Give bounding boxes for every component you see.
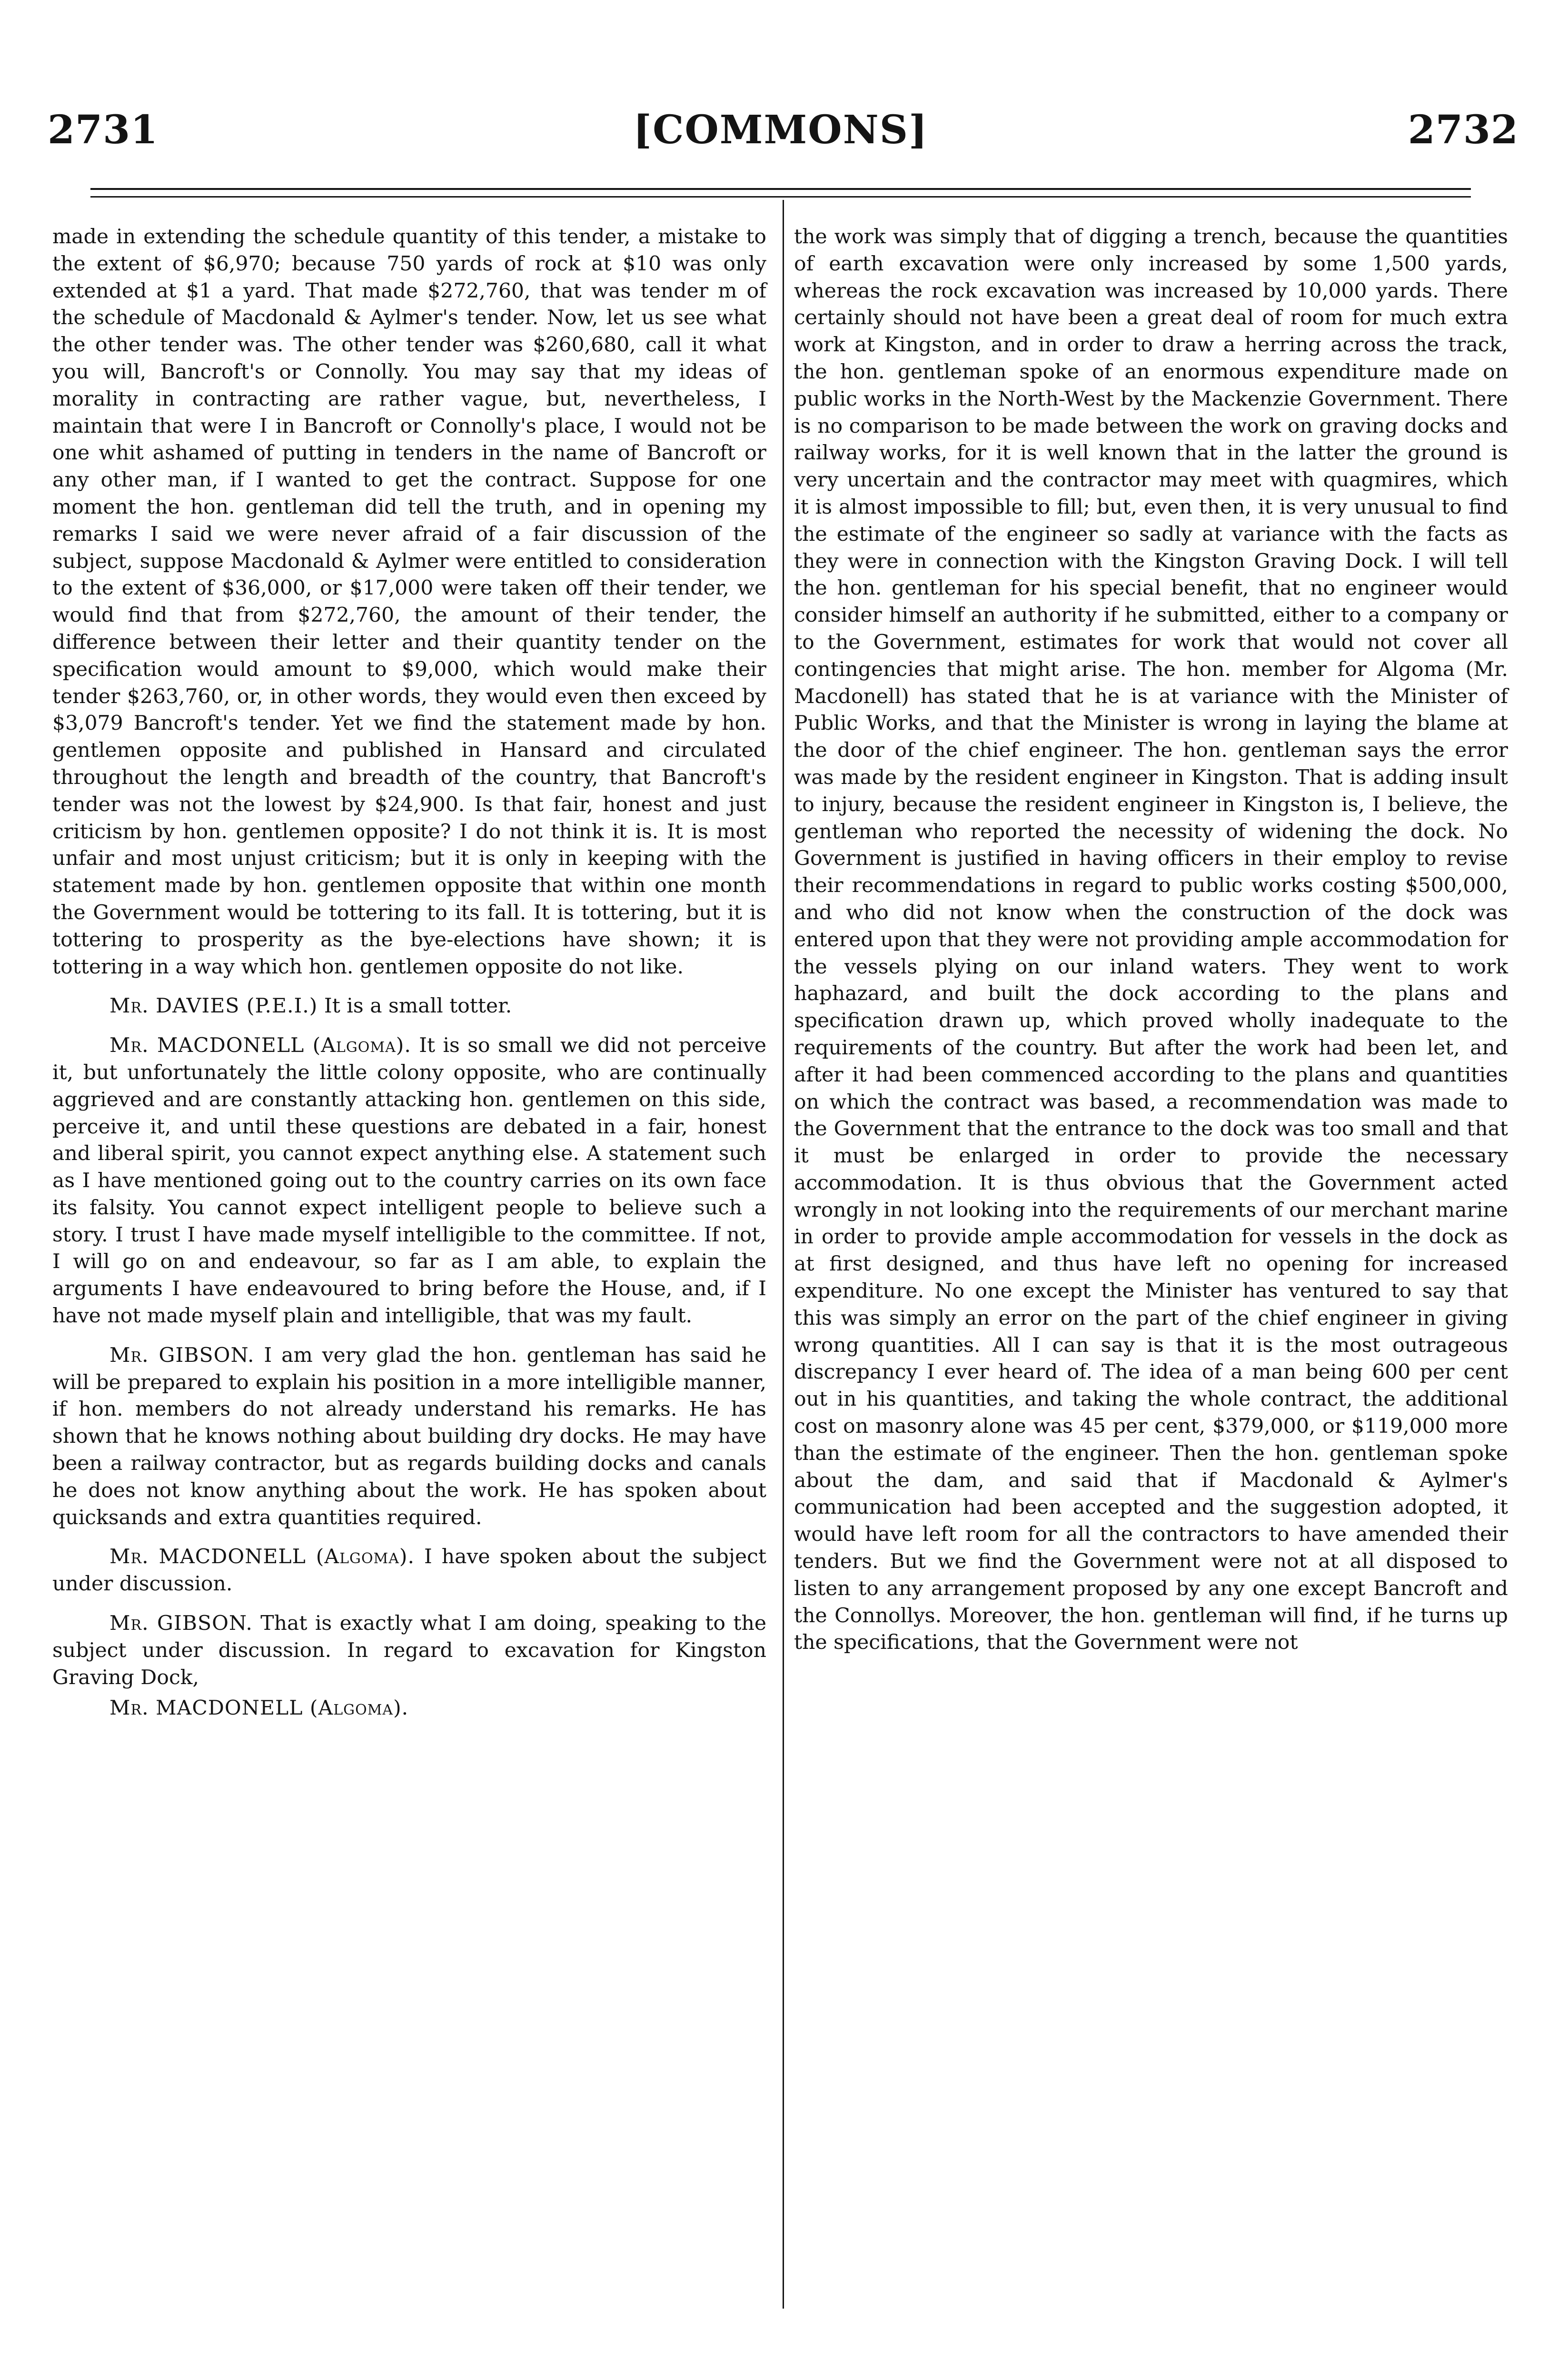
paragraph bbox=[52, 993, 766, 1020]
paragraph-text: It is a small totter. bbox=[324, 994, 512, 1018]
speaker-name: Mr. DAVIES (P.E.I.) bbox=[109, 994, 318, 1018]
paragraph bbox=[52, 224, 766, 981]
paragraph bbox=[52, 1032, 766, 1330]
paragraph-text: It is so small we did not perceive it, but unfortunately the little colony opposite, who are continually aggrieved and are constantly attacking hon. gentlemen on this side, perceive it, and until these questions are debated in a fair, honest and liberal spirit, you cannot expect anything else. A statement such as I have mentioned going out to the country carries on its own face its falsity. You cannot expect intelligent people to believe such a story. I trust I have made myself intelligible to the committee. If not, I will go on and endeavour, so far as I am able, to explain the arguments I have endeavoured to bring before the House, and, if I have not made myself plain and intelligible, that was my fault. bbox=[52, 1034, 766, 1328]
paragraph-text: That is exactly what I am doing, speaking to the subject under discussion. In regard to excavation for Kingston Graving Dock, bbox=[52, 1612, 766, 1689]
paragraph-text: the work was simply that of digging a trench, because the quantities of earth excavation were only increased by some 1,500 yards, whereas the rock excavation was increased by 10,000 yards. There certainly should not have been a great deal of room for much extra work at Kingston, and in order to draw a herring across the track, the hon. gentleman spoke of an enormous expenditure made on public works in the North-West by the Mackenzie Government. There is no comparison to be made between the work on graving docks and railway works, for it is well known that in the latter the ground is very uncertain and the contractor may meet with quagmires, which it is almost impossible to fill; but, even then, it is very unusual to find the estimate of the engineer so sadly at variance with the facts as they were in connection with the Kingston Graving Dock. I will tell the hon. gentleman for his special benefit, that no engineer would consider himself an authority if he submitted, either to a company or to the Government, estimates for work that would not cover all contingencies that might arise. The hon. member for Algoma (Mr. Macdonell) has stated that he is at variance with the Minister of Public Works, and that the Minister is wrong in laying the blame at the door of the chief engineer. The hon. gentleman says the error was made by the resident engineer in Kingston. That is adding insult to injury, because the resident engineer in Kingston is, I believe, the gentleman who reported the necessity of widening the dock. No Government is justified in having officers in their employ to revise their recommendations in regard to public works costing $500,000, and who did not know when the construction of the dock was entered upon that they were not providing ample accommodation for the vessels plying on our inland waters. They went to work haphazard, and built the dock according to the plans and specification drawn up, which proved wholly inadequate to the requirements of the country. But after the work had been let, and after it had been commenced according to the plans and quantities on which the contract was based, a recommendation was made to the Government that the entrance to the dock was too small and that it must be enlarged in order to provide the necessary accommodation. It is thus obvious that the Government acted wrongly in not looking into the requirements of our merchant marine in order to provide ample accommodation for vessels in the dock as at first designed, and thus have left no opening for increased expenditure. No one except the Minister has ventured to say that this was simply an error on the part of the chief engineer in giving wrong quantities. All I can say is that it is the most outrageous discrepancy I ever heard of. The idea of a man being 600 per cent out in his quantities, and taking the whole contract, the additional cost on masonry alone was 45 per cent, $379,000, or $119,000 more than the estimate of the engineer. Then the hon. gentleman spoke about the dam, and said that if Macdonald & Aylmer's communication had been accepted and the suggestion adopted, it would have left room for all the contractors to have amended their tenders. But we find the Government were not at all disposed to listen to any arrangement proposed by any one except Bancroft and the Connollys. Moreover, the hon. gentleman will find, if he turns up the specifications, that the Government were not bbox=[794, 225, 1508, 1655]
paragraph-text: I have spoken about the subject under discussion. bbox=[52, 1545, 767, 1596]
speaker-name: Mr. GIBSON. bbox=[109, 1343, 255, 1367]
page-header bbox=[43, 98, 1518, 164]
paragraph bbox=[794, 224, 1508, 1656]
paragraph bbox=[52, 1610, 766, 1691]
header-rule-top bbox=[90, 188, 1471, 190]
paragraph bbox=[52, 1544, 766, 1598]
footer-speaker-name: Mr. MACDONELL (Algoma). bbox=[109, 1696, 409, 1720]
paragraph bbox=[52, 1342, 766, 1532]
right-column bbox=[794, 224, 1508, 1660]
running-head: [COMMONS] bbox=[633, 107, 928, 153]
paragraph-text: I am very glad the hon. gentleman has said he will be prepared to explain his position in a more intelligible manner, if hon. members do not already understand his remarks. He has shown that he knows nothing about building dry docks. He may have been a railway contractor, but as regards building docks and canals he does not know anything about the work. He has spoken about quicksands and extra quantities required. bbox=[52, 1343, 766, 1529]
paragraph-text: made in extending the schedule quantity of this tender, a mistake to the extent of $6,970; because 750 yards of rock at $10 was only extended at $1 a yard. That made $272,760, that was tender m of the schedule of Macdonald & Aylmer's tender. Now, let us see what the other tender was. The other tender was $260,680, call it what you will, Bancroft's or Connolly. You may say that my ideas of morality in contracting are rather vague, but, nevertheless, I maintain that were I in Bancroft or Connolly's place, I would not be one whit ashamed of putting in tenders in the name of Bancroft or any other man, if I wanted to get the contract. Suppose for one moment the hon. gentleman did tell the truth, and in opening my remarks I said we were never afraid of a fair discussion of the subject, suppose Macdonald & Aylmer were entitled to consideration to the extent of $36,000, or $17,000 were taken off their tender, we would find that from $272,760, the amount of their tender, the difference between their letter and their quantity tender on the specification would amount to $9,000, which would make their tender $263,760, or, in other words, they would even then exceed by $3,079 Bancroft's tender. Yet we find the statement made by hon. gentlemen opposite and published in Hansard and circulated throughout the length and breadth of the country, that Bancroft's tender was not the lowest by $24,900. Is that fair, honest and just criticism by hon. gentlemen opposite? I do not think it is. It is most unfair and most unjust criticism; but it is only in keeping with the statement made by hon. gentlemen opposite that within one month the Government would be tottering to its fall. It is tottering, but it is tottering to prosperity as the bye-elections have shown; it is tottering in a way which hon. gentlemen opposite do not like. bbox=[52, 225, 766, 979]
column-divider bbox=[783, 200, 784, 2309]
speaker-name: Mr. MACDONELL (Algoma). bbox=[109, 1545, 415, 1569]
page-number-left: 2731 bbox=[48, 107, 159, 153]
speaker-name: Mr. MACDONELL (Algoma). bbox=[109, 1034, 411, 1058]
page-number-right: 2732 bbox=[1408, 107, 1518, 153]
header-rule-bottom bbox=[90, 196, 1471, 198]
speaker-name: Mr. GIBSON. bbox=[109, 1612, 253, 1636]
column-footer-line bbox=[52, 1695, 766, 1722]
left-column bbox=[52, 224, 766, 1726]
